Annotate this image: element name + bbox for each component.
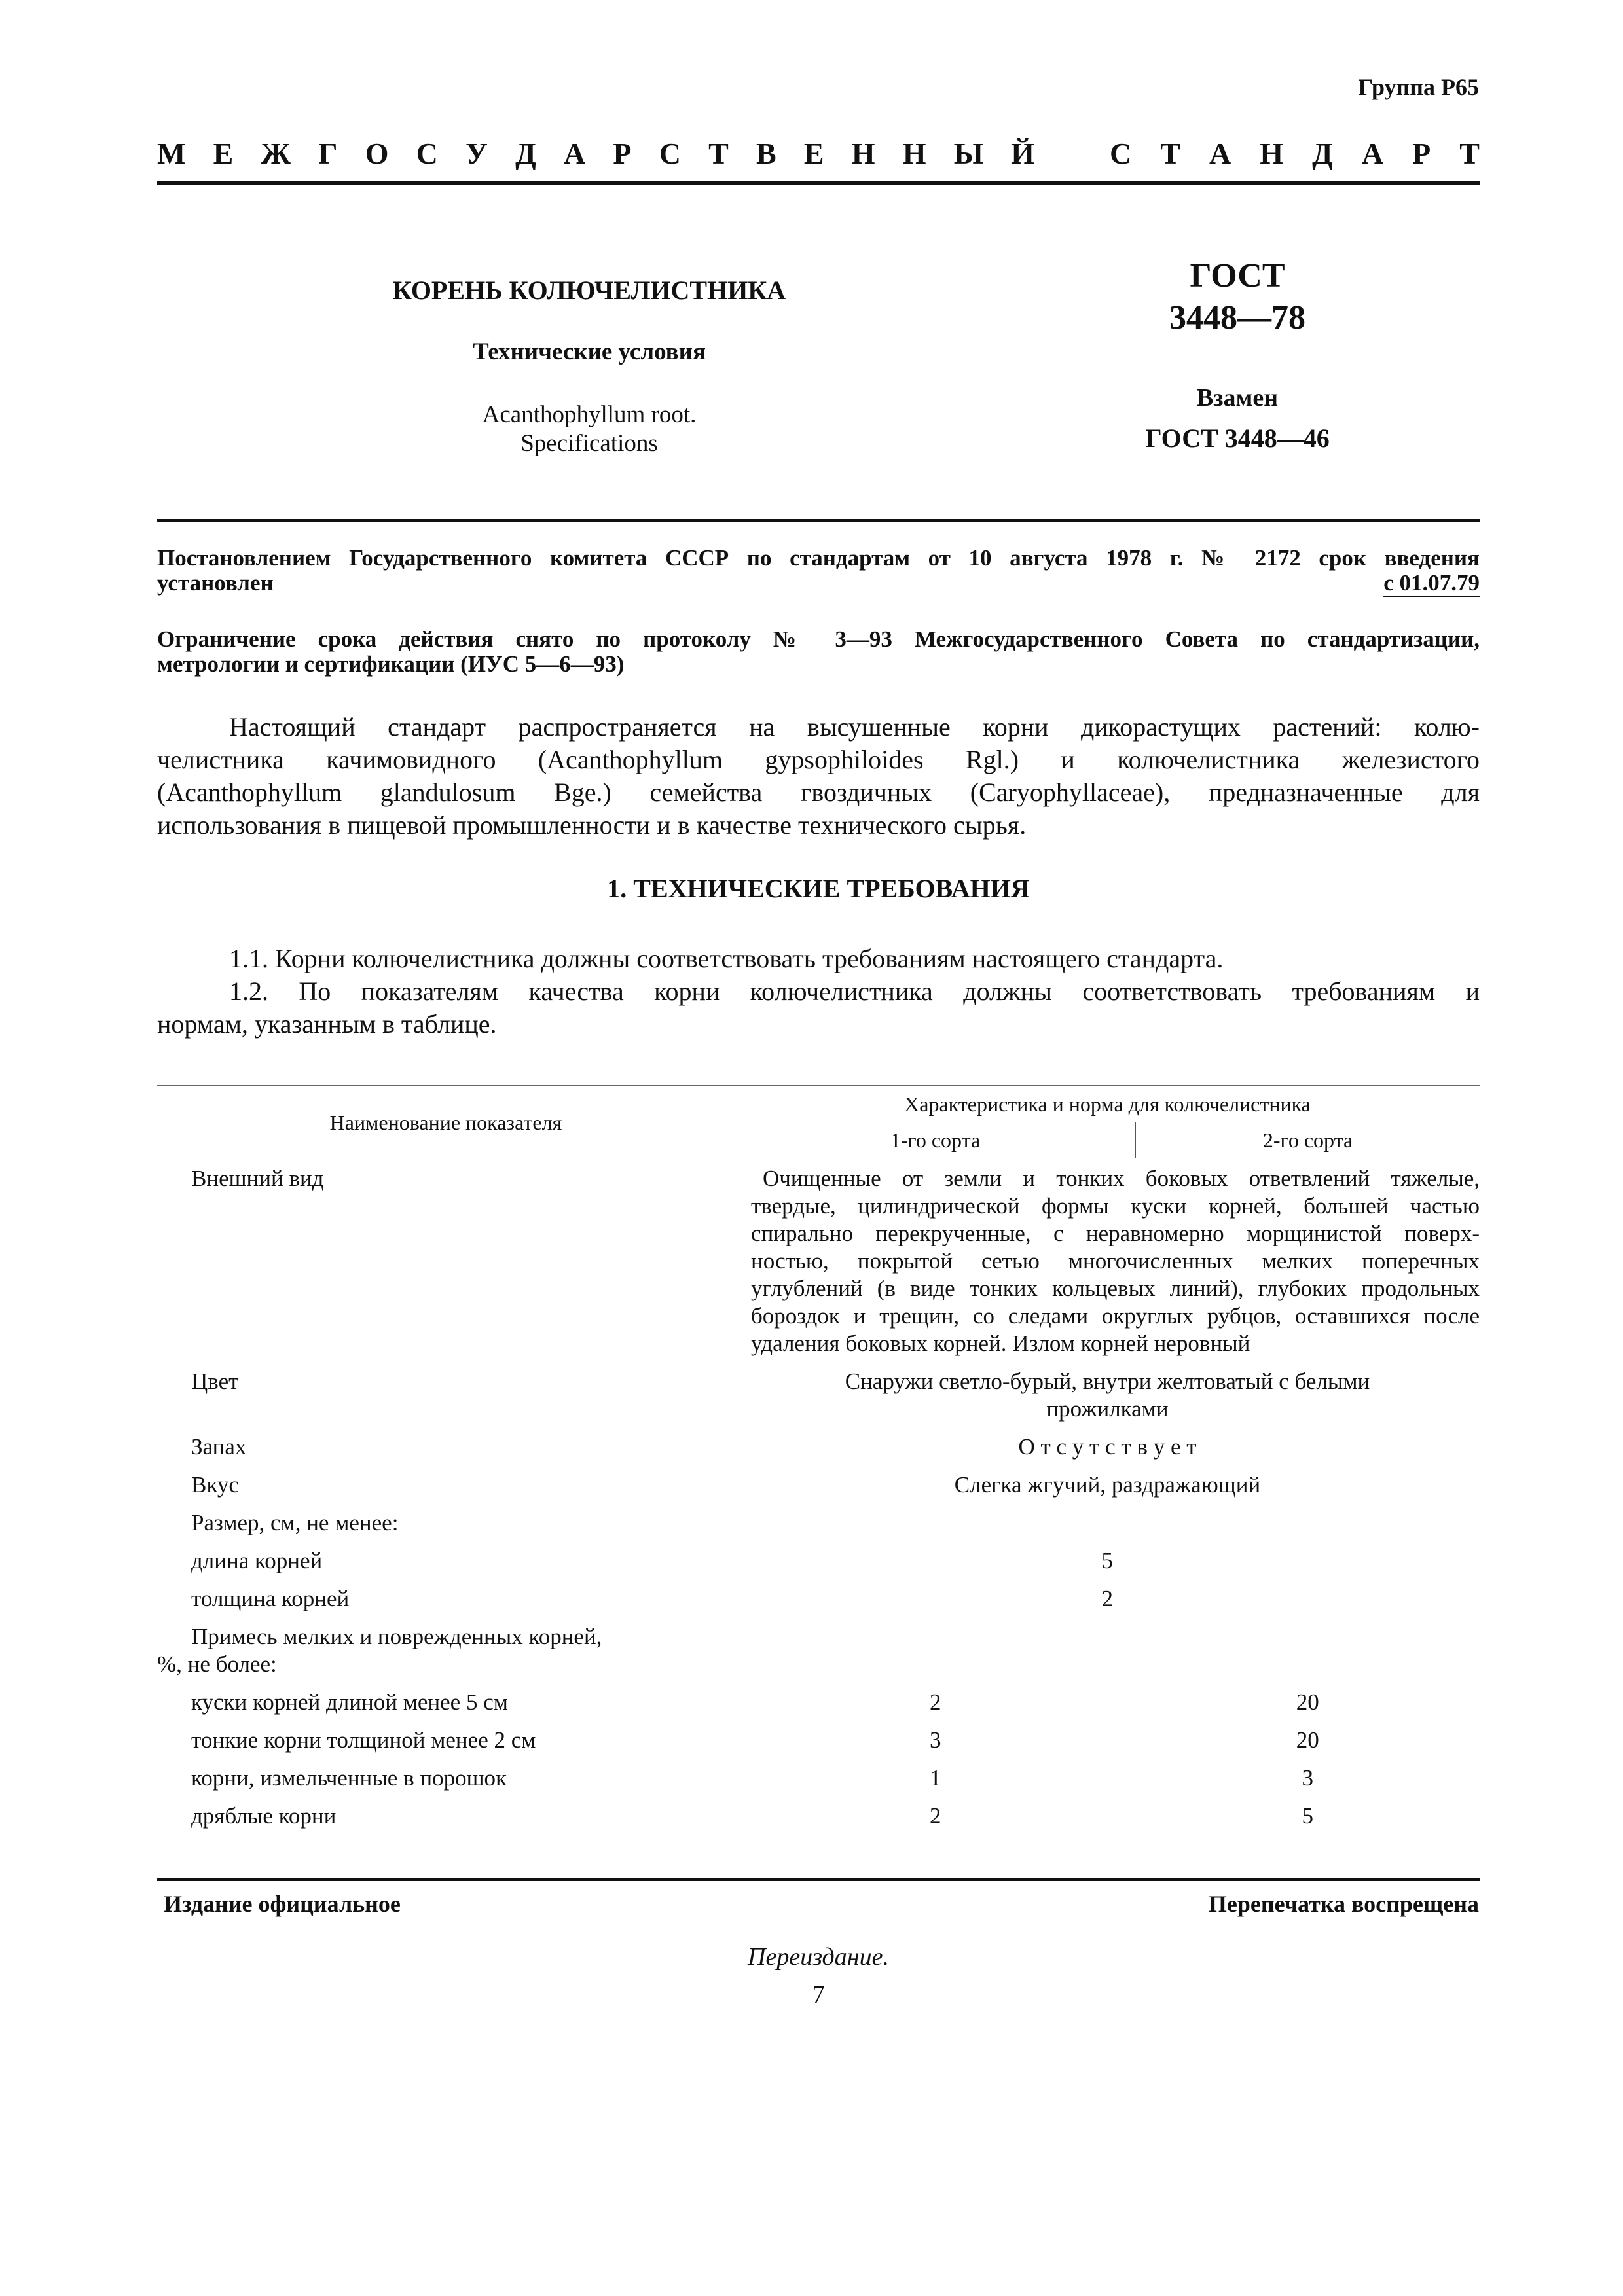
clause-1-2-line1: 1.2. По показателям качества корни колючелистника должны соответствовать требованиям и bbox=[229, 977, 1480, 1006]
group-code: Группа Р65 bbox=[1358, 74, 1479, 100]
row-smell-label: Запах bbox=[191, 1434, 247, 1460]
banner-letter: А bbox=[1361, 137, 1384, 170]
impurity-row-grade1: 2 bbox=[930, 1689, 941, 1715]
row-appearance-text bbox=[751, 1158, 1480, 1361]
banner-letter: Н bbox=[851, 137, 875, 170]
title-subtitle: Технические условия bbox=[473, 338, 706, 365]
banner-letter: Р bbox=[1412, 137, 1431, 170]
interstate-standard-banner bbox=[157, 136, 1480, 171]
impurity-row-grade2: 5 bbox=[1302, 1803, 1313, 1829]
table-row bbox=[157, 1720, 1480, 1758]
footer-reissue: Переиздание. bbox=[748, 1943, 889, 1971]
row-taste-text: Слегка жгучий, раздражающий bbox=[954, 1472, 1261, 1498]
row-thickness-label: толщина корней bbox=[191, 1586, 350, 1611]
banner-letter: Д bbox=[1312, 137, 1333, 170]
table-row bbox=[157, 1361, 1480, 1427]
col-grade1-header: 1-го сорта bbox=[735, 1122, 1136, 1158]
section-paragraphs bbox=[157, 942, 1480, 1041]
banner-letter: Г bbox=[318, 137, 338, 170]
banner-letter: Н bbox=[1260, 137, 1284, 170]
banner-letter: Т bbox=[1459, 137, 1480, 170]
row-size-label: Размер, см, не менее: bbox=[191, 1510, 399, 1535]
footer-reprint: Перепечатка воспрещена bbox=[1208, 1891, 1479, 1917]
title-en-line1: Acanthophyllum root. bbox=[482, 401, 697, 428]
title-rule bbox=[157, 519, 1480, 522]
row-appearance-label: Внешний вид bbox=[191, 1166, 324, 1191]
intro-paragraph bbox=[157, 711, 1480, 842]
impurity-row-label: куски корней длиной менее 5 см bbox=[191, 1689, 508, 1715]
table-row bbox=[157, 1579, 1480, 1617]
appearance-line: твердые, цилиндрической формы куски корней, большей частью bbox=[751, 1193, 1480, 1219]
table-row bbox=[157, 1758, 1480, 1796]
banner-word-interstate bbox=[157, 136, 1034, 171]
row-impurity-label-line1: Примесь мелких и поврежденных корней, bbox=[191, 1624, 602, 1649]
table-row bbox=[157, 1465, 1480, 1503]
decree-established: установлен bbox=[157, 570, 274, 596]
col-grade2-header: 2-го сорта bbox=[1136, 1122, 1480, 1158]
impurity-row-grade2: 20 bbox=[1296, 1727, 1319, 1753]
section-heading: 1. ТЕХНИЧЕСКИЕ ТРЕБОВАНИЯ bbox=[607, 874, 1030, 903]
impurity-row-label: тонкие корни толщиной менее 2 см bbox=[191, 1727, 536, 1753]
decree-paragraph bbox=[157, 546, 1480, 597]
row-taste-label: Вкус bbox=[191, 1472, 239, 1498]
intro-line3: (Acanthophyllum glandulosum Bge.) семейства гвоздичных (Caryophyllaceae), предназначенные для bbox=[157, 778, 1480, 807]
quality-table bbox=[157, 1086, 1480, 1834]
banner-word-standard bbox=[1110, 136, 1480, 171]
table-row bbox=[157, 1503, 1480, 1541]
decree-date: с 01.07.79 bbox=[1383, 570, 1480, 596]
banner-letter: Ы bbox=[953, 137, 983, 170]
page-number: 7 bbox=[812, 1981, 825, 2009]
banner-letter: С bbox=[416, 137, 438, 170]
impurity-row-grade2: 20 bbox=[1296, 1689, 1319, 1715]
banner-letter: А bbox=[563, 137, 586, 170]
replaces-number: ГОСТ 3448—46 bbox=[1145, 423, 1330, 453]
clause-1-1: 1.1. Корни колючелистника должны соответствовать требованиям настоящего стандарта. bbox=[229, 944, 1224, 973]
table-row bbox=[157, 1158, 1480, 1362]
banner-letter: Р bbox=[613, 137, 632, 170]
clause-1-2-line2: нормам, указанным в таблице. bbox=[157, 1009, 497, 1039]
banner-letter: Т bbox=[1160, 137, 1180, 170]
impurity-row-grade1: 2 bbox=[930, 1803, 941, 1829]
table-row bbox=[157, 1427, 1480, 1465]
row-color-text-line2: прожилками bbox=[1046, 1396, 1169, 1422]
row-smell-text: О т с у т с т в у е т bbox=[1018, 1434, 1197, 1460]
col-indicator-header: Наименование показателя bbox=[157, 1086, 735, 1158]
intro-line1: Настоящий стандарт распространяется на высушенные корни дикорастущих растений: колю- bbox=[229, 712, 1480, 742]
intro-line2: челистника качимовидного (Acanthophyllum gypsophiloides Rgl.) и колючелистника железистого bbox=[157, 745, 1480, 774]
banner-letter: Е bbox=[213, 137, 234, 170]
banner-letter: Й bbox=[1011, 137, 1034, 170]
banner-letter: В bbox=[756, 137, 776, 170]
banner-letter: М bbox=[157, 137, 186, 170]
table-row bbox=[157, 1682, 1480, 1720]
banner-letter: А bbox=[1209, 137, 1231, 170]
banner-letter: Д bbox=[515, 137, 536, 170]
appearance-line: углублений (в виде тонких кольцевых линий), глубоких продольных bbox=[751, 1276, 1480, 1301]
decree-line1: Постановлением Государственного комитета СССР по стандартам от 10 августа 1978 г. № 2172 срок введения bbox=[157, 545, 1480, 571]
intro-line4: использования в пищевой промышленности и в качестве технического сырья. bbox=[157, 810, 1027, 840]
row-color-text-line1: Снаружи светло-бурый, внутри желтоватый с белыми bbox=[845, 1369, 1370, 1394]
banner-letter: Н bbox=[902, 137, 926, 170]
table-row bbox=[157, 1541, 1480, 1579]
banner-letter: С bbox=[659, 137, 681, 170]
footer-rule bbox=[157, 1878, 1480, 1881]
gost-number: 3448—78 bbox=[1169, 299, 1305, 336]
table-top-rule bbox=[157, 1085, 1480, 1086]
banner-letter: С bbox=[1110, 137, 1132, 170]
banner-letter: Ж bbox=[261, 137, 291, 170]
impurity-row-grade2: 3 bbox=[1302, 1765, 1313, 1791]
impurity-row-label: корни, измельченные в порошок bbox=[191, 1765, 507, 1791]
impurity-row-grade1: 3 bbox=[930, 1727, 941, 1753]
appearance-line: бороздок и трещин, со следами округлых рубцов, оставшихся после bbox=[751, 1303, 1480, 1329]
table-row bbox=[157, 1796, 1480, 1834]
footer-official: Издание официальное bbox=[164, 1891, 401, 1917]
row-color-label: Цвет bbox=[191, 1369, 239, 1394]
impurity-row-grade1: 1 bbox=[930, 1765, 941, 1791]
title-en-line2: Specifications bbox=[520, 430, 658, 457]
appearance-line: удаления боковых корней. Излом корней неровный bbox=[751, 1331, 1250, 1356]
table-header-row bbox=[157, 1086, 1480, 1122]
row-length-label: длина корней bbox=[191, 1548, 323, 1573]
title-ru: КОРЕНЬ КОЛЮЧЕЛИСТНИКА bbox=[392, 276, 786, 305]
restriction-paragraph bbox=[157, 627, 1480, 677]
appearance-line: спирально перекрученные, с неравномерно морщинистой поверх- bbox=[751, 1221, 1480, 1246]
row-impurity-label-line2: %, не более: bbox=[157, 1651, 277, 1677]
banner-letter: У bbox=[465, 137, 488, 170]
header-rule bbox=[157, 181, 1480, 185]
appearance-line: ностью, покрытой сетью многочисленных мелких поперечных bbox=[751, 1248, 1480, 1274]
table-row bbox=[157, 1617, 1480, 1682]
replaces-label: Взамен bbox=[1196, 384, 1279, 412]
row-length-value: 5 bbox=[1101, 1548, 1113, 1573]
appearance-line: Очищенные от земли и тонких боковых ответвлений тяжелые, bbox=[763, 1166, 1480, 1191]
restriction-line2: метрологии и сертификации (ИУС 5—6—93) bbox=[157, 651, 625, 677]
banner-letter: Т bbox=[708, 137, 729, 170]
row-thickness-value: 2 bbox=[1101, 1586, 1113, 1611]
banner-letter: Е bbox=[803, 137, 824, 170]
impurity-row-label: дряблые корни bbox=[191, 1803, 337, 1829]
gost-label: ГОСТ bbox=[1190, 257, 1285, 295]
banner-letter: О bbox=[365, 137, 389, 170]
col-characteristic-header: Характеристика и норма для колючелистника bbox=[735, 1086, 1480, 1122]
restriction-line1: Ограничение срока действия снято по протоколу № 3—93 Межгосударственного Совета по стандартизации, bbox=[157, 626, 1480, 652]
